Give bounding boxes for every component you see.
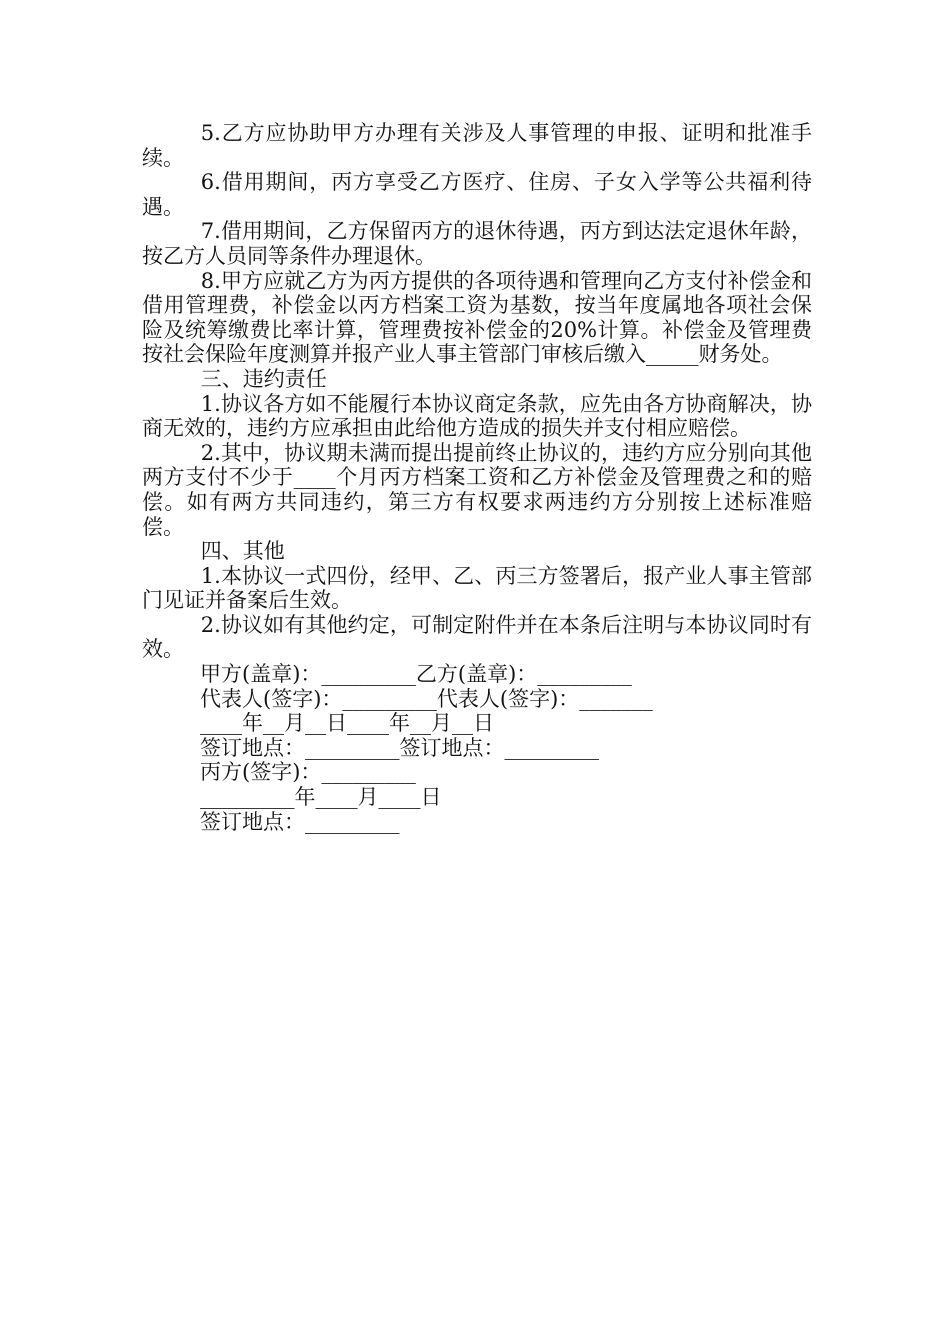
section-heading-breach: 三、违约责任 xyxy=(200,366,327,391)
signing-place-ab: 签订地点：_________签订地点：_________ xyxy=(200,735,599,760)
clause-6: 6.借用期间，丙方享受乙方医疗、住房、子女入学等公共福利待遇。 xyxy=(142,170,812,219)
signature-date-c: _________年____月____日 xyxy=(200,785,442,810)
clause-7: 7.借用期间，乙方保留丙方的退休待遇，丙方到达法定退休年龄，按乙方人员同等条件办理退休。 xyxy=(142,219,812,268)
clause-8: 8.甲方应就乙方为丙方提供的各项待遇和管理向乙方支付补偿金和借用管理费，补偿金以丙方档案工资为基数，按当年度属地各项社会保险及统筹缴费比率计算，管理费按补偿金的20%计算。补偿金及管理费按社会保险年度测算并报产业人事主管部门审核后缴入_____财务处。 xyxy=(142,268,812,367)
breach-clause-2: 2.其中，协议期未满而提出提前终止协议的，违约方应分别向其他两方支付不少于____个月丙方档案工资和乙方补偿金及管理费之和的赔偿。如有两方共同违约，第三方有权要求两违约方分别按上述标准赔偿。 xyxy=(142,440,812,539)
section-heading-other: 四、其他 xyxy=(200,539,285,564)
signature-representatives: 代表人(签字)：_________代表人(签字)：_______ xyxy=(200,686,653,711)
document-body xyxy=(142,121,812,834)
signing-place-c: 签订地点：_________ xyxy=(200,809,400,834)
clause-5: 5.乙方应协助甲方办理有关涉及人事管理的申报、证明和批准手续。 xyxy=(142,121,812,170)
other-clause-2: 2.协议如有其他约定，可制定附件并在本条后注明与本协议同时有效。 xyxy=(142,612,812,662)
breach-clause-1: 1.协议各方如不能履行本协议商定条款，应先由各方协商解决，协商无效的，违约方应承担由此给他方造成的损失并支付相应赔偿。 xyxy=(142,391,812,441)
other-clause-1: 1.本协议一式四份，经甲、乙、丙三方签署后，报产业人事主管部门见证并备案后生效。 xyxy=(142,563,812,613)
signature-party-ab-seal: 甲方(盖章)：_________乙方(盖章)：_________ xyxy=(200,662,632,687)
signature-party-c: 丙方(签字)：_________ xyxy=(200,760,416,785)
signature-dates-ab: ____年__月__日____年__月__日 xyxy=(200,711,494,736)
